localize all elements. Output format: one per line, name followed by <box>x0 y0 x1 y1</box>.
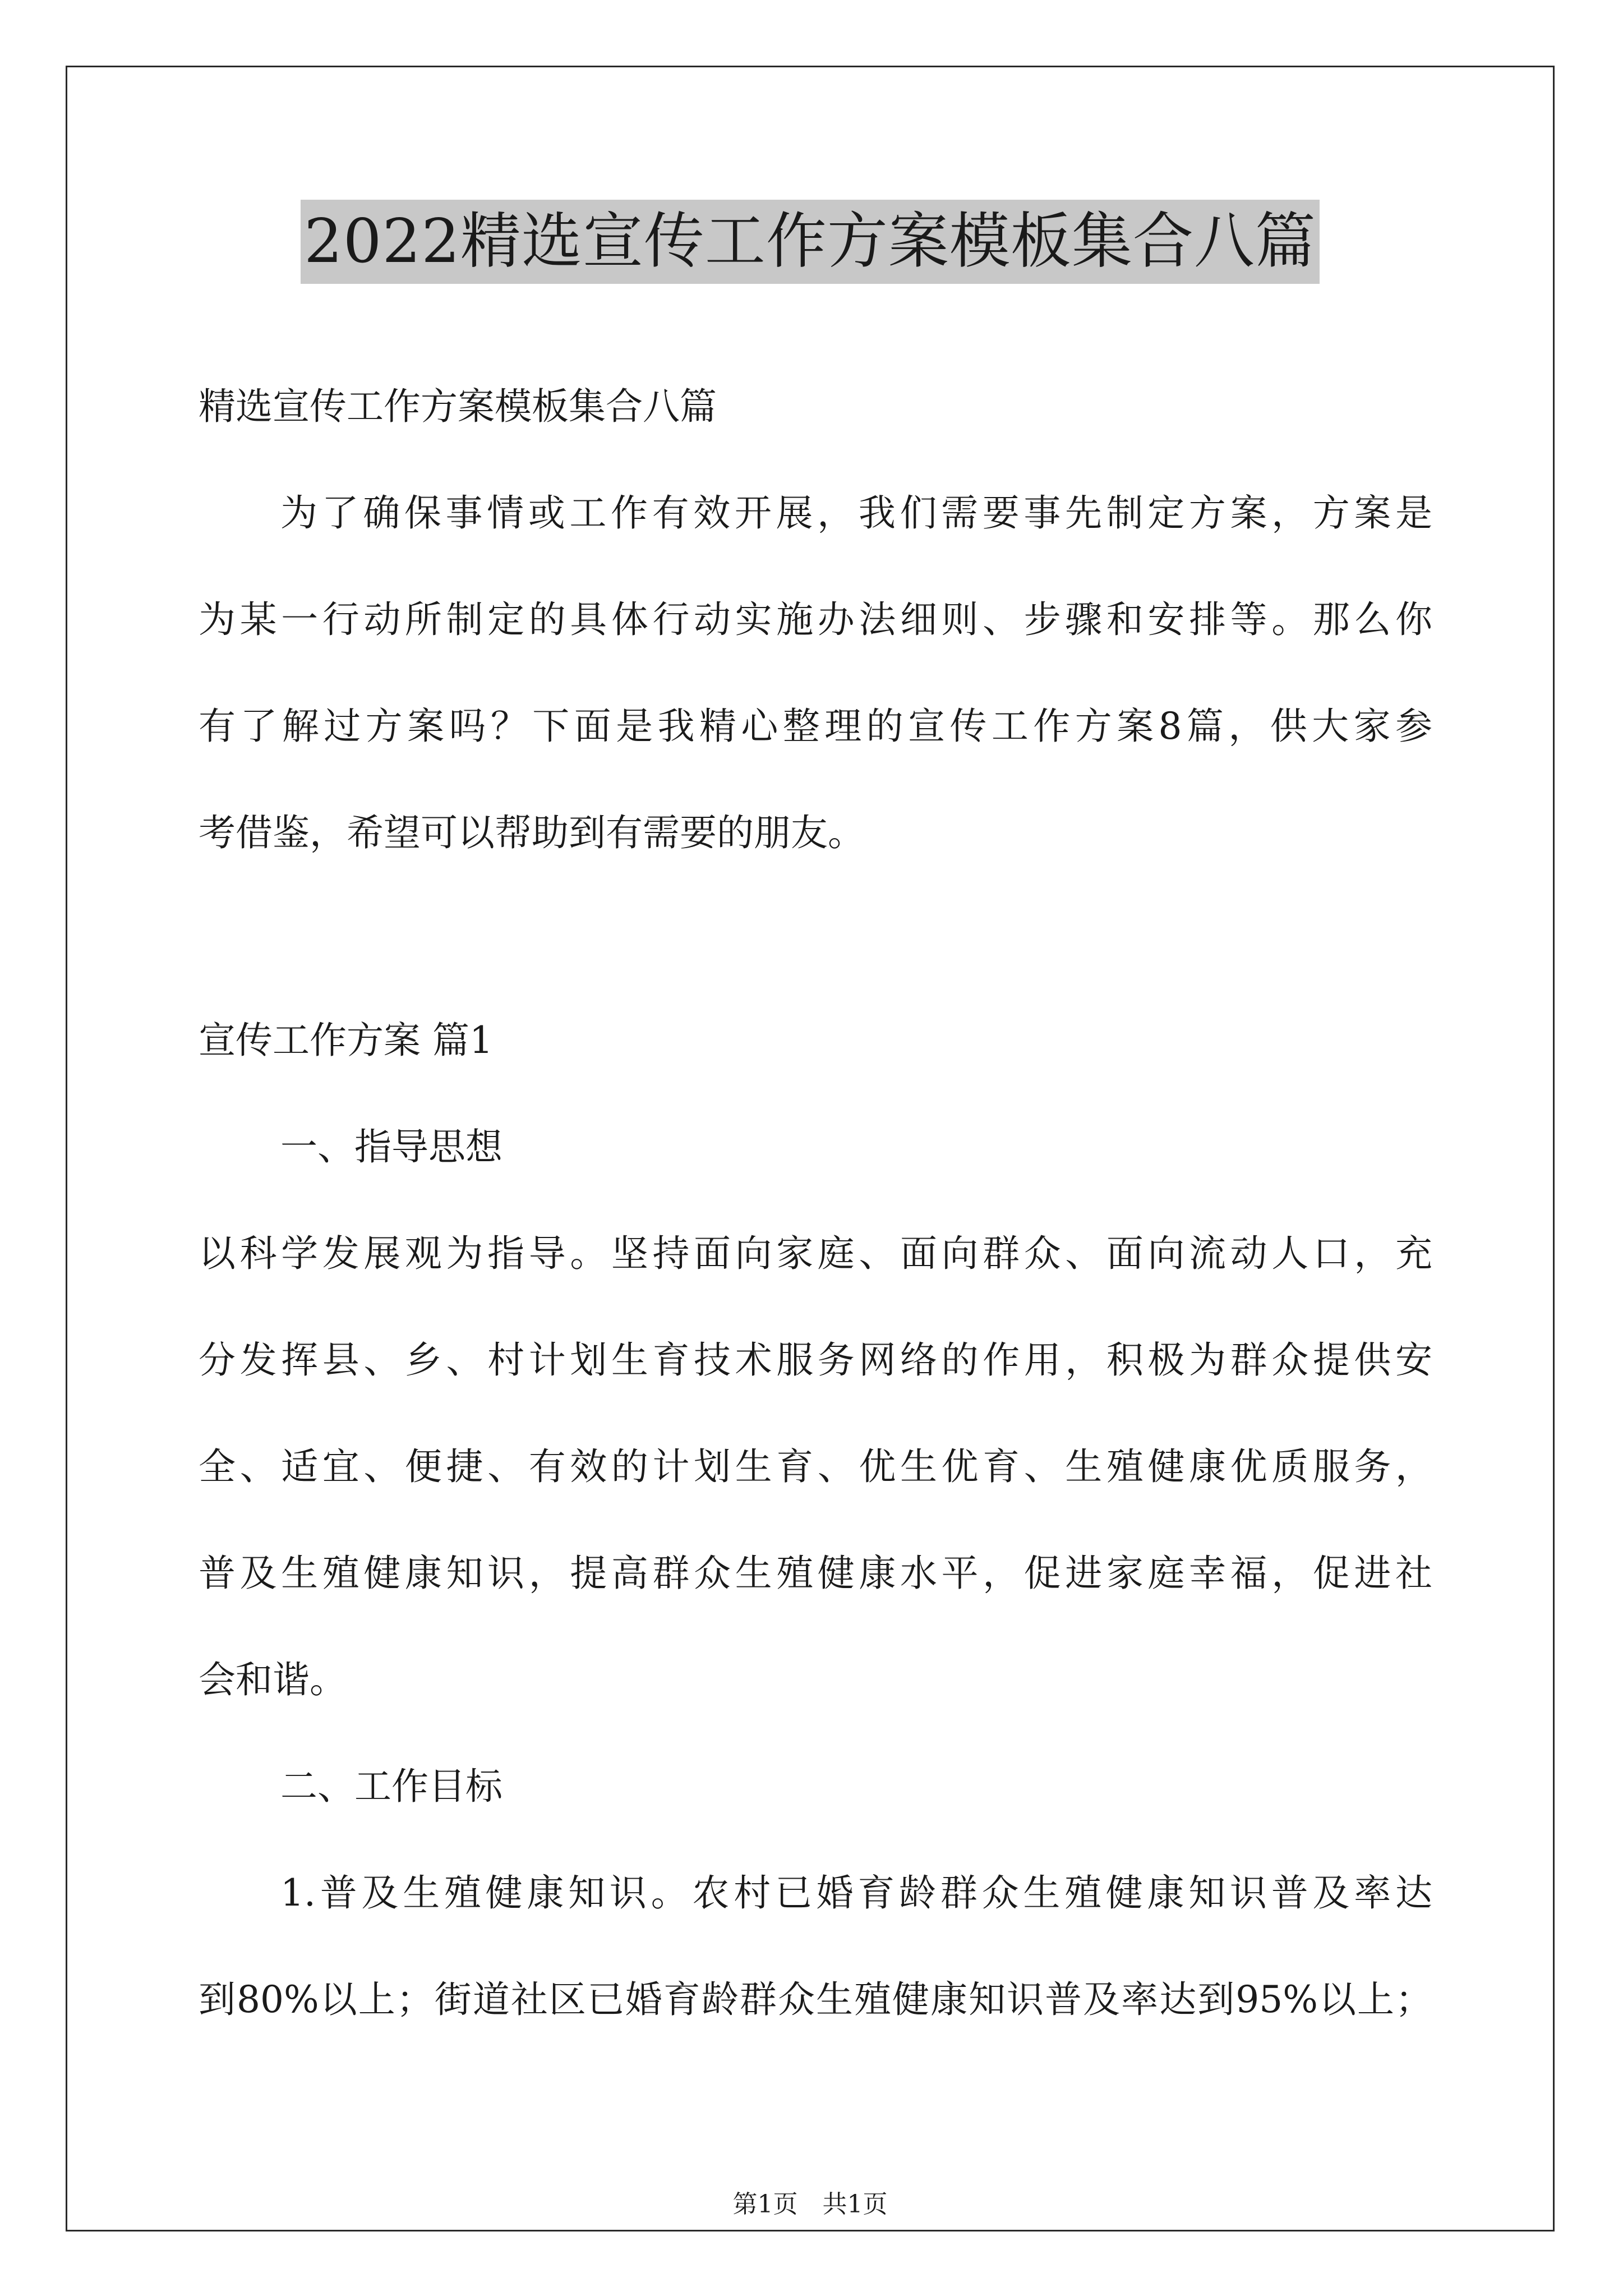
part2-heading: 二、工作目标 <box>280 1765 502 1808</box>
subtitle: 精选宣传工作方案模板集合八篇 <box>199 385 717 428</box>
page-footer: 第1页 共1页 <box>732 2190 888 2219</box>
section-heading: 宣传工作方案 篇1 <box>199 1019 493 1062</box>
part1-heading: 一、指导思想 <box>280 1125 502 1168</box>
intro-line: 有了解过方案吗？下面是我精心整理的宣传工作方案8篇，供大家参 <box>199 705 1432 748</box>
part1-body-line: 全、适宜、便捷、有效的计划生育、优生优育、生殖健康优质服务， <box>199 1445 1432 1488</box>
goal-line: 1.普及生殖健康知识。农村已婚育龄群众生殖健康知识普及率达 <box>280 1871 1432 1915</box>
part1-body-line: 分发挥县、乡、村计划生育技术服务网络的作用，积极为群众提供安 <box>199 1338 1432 1382</box>
document-page <box>66 66 1555 2231</box>
intro-line: 为某一行动所制定的具体行动实施办法细则、步骤和安排等。那么你 <box>199 598 1432 641</box>
title-container <box>67 200 1553 284</box>
document-title: 2022精选宣传工作方案模板集合八篇 <box>301 200 1320 284</box>
part1-body-line: 会和谐。 <box>199 1658 347 1701</box>
intro-line: 为了确保事情或工作有效开展，我们需要事先制定方案，方案是 <box>280 491 1432 535</box>
part1-body-line: 以科学发展观为指导。坚持面向家庭、面向群众、面向流动人口，充 <box>199 1232 1432 1275</box>
goal-line: 到80%以上；街道社区已婚育龄群众生殖健康知识普及率达到95%以上； <box>199 1978 1432 2021</box>
intro-line: 考借鉴，希望可以帮助到有需要的朋友。 <box>199 811 865 854</box>
part1-body-line: 普及生殖健康知识，提高群众生殖健康水平，促进家庭幸福，促进社 <box>199 1552 1432 1595</box>
